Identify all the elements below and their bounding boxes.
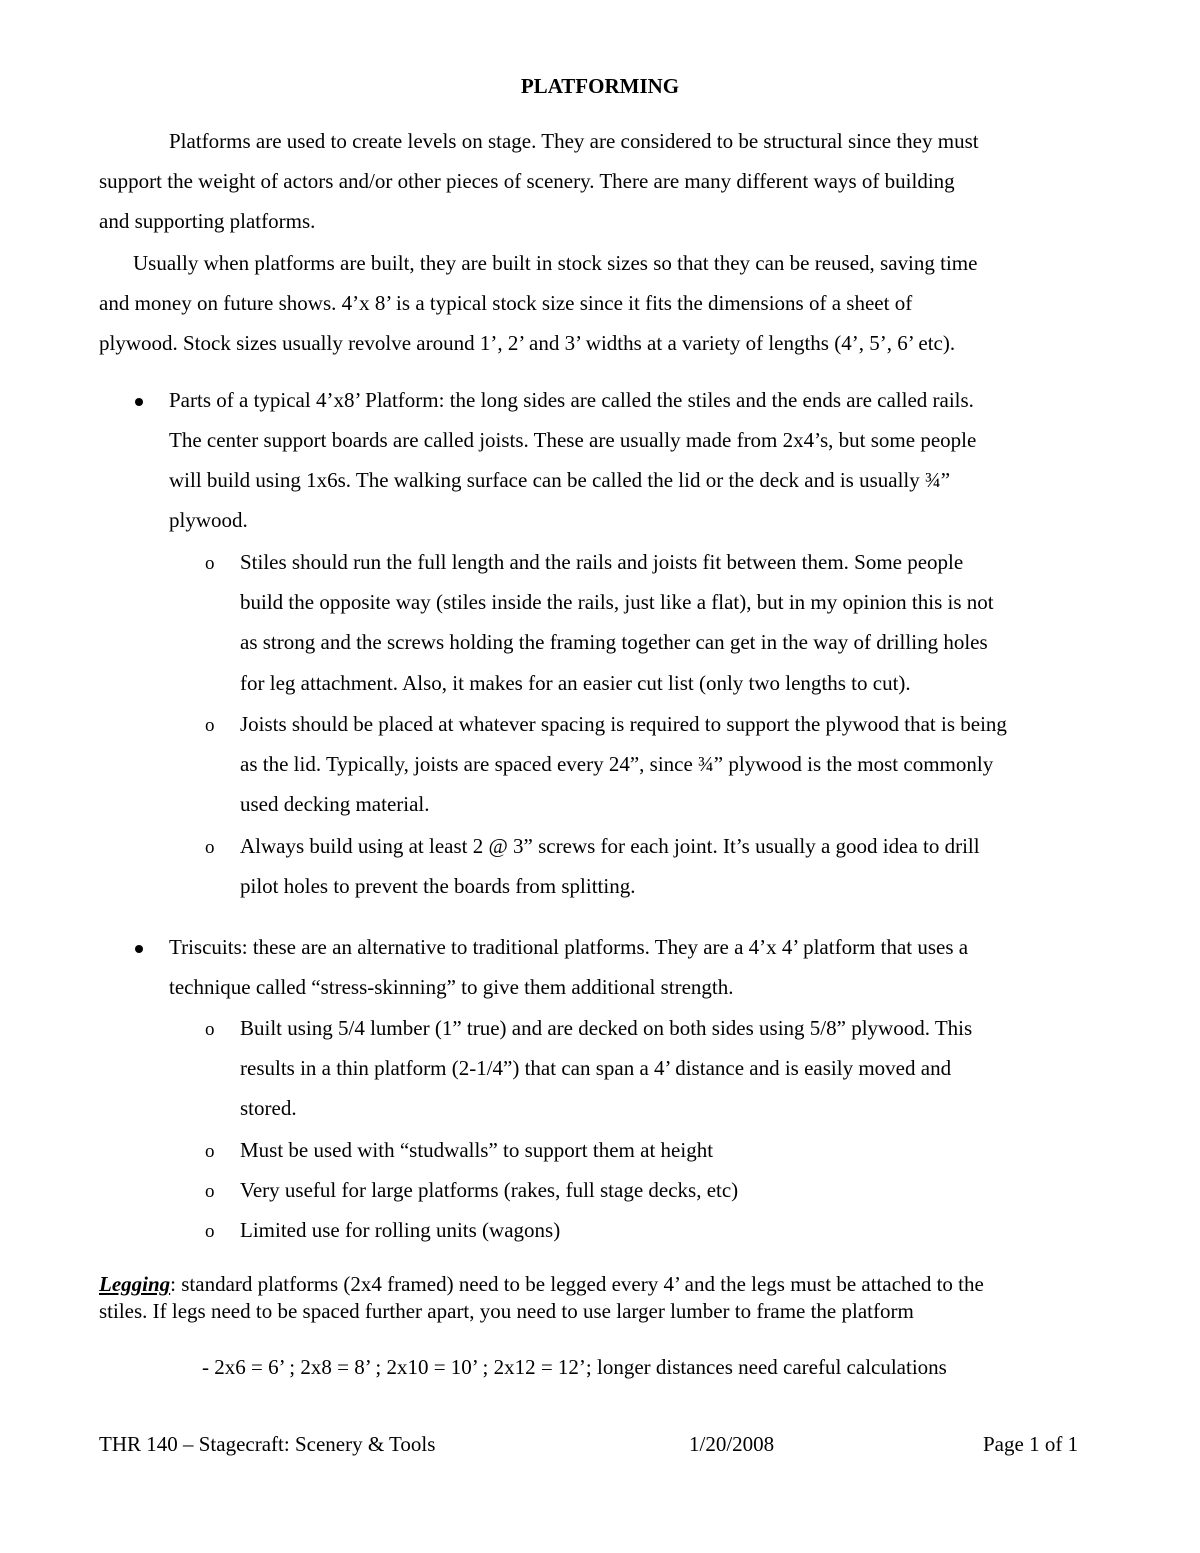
sub-bullet-line: Stiles should run the full length and the rails and joists fit between them. Some people — [240, 550, 964, 574]
intro-p1-line: Platforms are used to create levels on stage. They are considered to be structural since they must — [169, 129, 979, 153]
sub-bullet-line: pilot holes to prevent the boards from splitting. — [240, 874, 636, 898]
sub-bullet-line: Built using 5/4 lumber (1” true) and are decked on both sides using 5/8” plywood. This — [240, 1016, 973, 1040]
bullet-line: will build using 1x6s. The walking surface can be called the lid or the deck and is usually ¾” — [169, 468, 951, 492]
sub-bullet-line: Joists should be placed at whatever spacing is required to support the plywood that is being — [240, 712, 1007, 736]
sub-bullet-icon: o — [205, 1019, 215, 1040]
intro-p2-line: and money on future shows. 4’x 8’ is a typical stock size since it fits the dimensions of a sheet of — [99, 291, 913, 315]
intro-p1-line: support the weight of actors and/or other pieces of scenery. There are many different ways of building — [99, 169, 955, 193]
bullet-icon — [135, 945, 143, 953]
sub-bullet-icon: o — [205, 1141, 215, 1162]
bullet-line: technique called “stress-skinning” to give them additional strength. — [169, 975, 734, 999]
sub-bullet-line: stored. — [240, 1096, 297, 1120]
sub-bullet-line: Very useful for large platforms (rakes, full stage decks, etc) — [240, 1178, 739, 1202]
bullet-line: The center support boards are called joists. These are usually made from 2x4’s, but some people — [169, 428, 977, 452]
sub-bullet-icon: o — [205, 1221, 215, 1242]
bullet-line: Parts of a typical 4’x8’ Platform: the long sides are called the stiles and the ends are called rails. — [169, 388, 974, 412]
footer-course: THR 140 – Stagecraft: Scenery & Tools — [99, 1432, 436, 1456]
legging-dash-item: - 2x6 = 6’ ; 2x8 = 8’ ; 2x10 = 10’ ; 2x12 = 12’; longer distances need careful calculations — [202, 1355, 947, 1379]
legging-text: : standard platforms (2x4 framed) need to be legged every 4’ and the legs must be attached to the — [170, 1272, 984, 1296]
sub-bullet-line: build the opposite way (stiles inside the rails, just like a flat), but in my opinion this is not — [240, 590, 994, 614]
page-title: PLATFORMING — [520, 74, 680, 98]
footer-page-number: Page 1 of 1 — [983, 1432, 1079, 1456]
intro-p1-line: and supporting platforms. — [99, 209, 316, 233]
bullet-icon — [135, 398, 143, 406]
legging-label: Legging — [99, 1272, 171, 1296]
sub-bullet-icon: o — [205, 715, 215, 736]
sub-bullet-line: Must be used with “studwalls” to support them at height — [240, 1138, 714, 1162]
sub-bullet-line: Limited use for rolling units (wagons) — [240, 1218, 561, 1242]
sub-bullet-line: results in a thin platform (2-1/4”) that can span a 4’ distance and is easily moved and — [240, 1056, 952, 1080]
legging-paragraph — [99, 1274, 984, 1295]
intro-p2-line: Usually when platforms are built, they are built in stock sizes so that they can be reused, saving time — [133, 251, 978, 275]
intro-p2-line: plywood. Stock sizes usually revolve around 1’, 2’ and 3’ widths at a variety of lengths (4’, 5’, 6’ etc). — [99, 331, 956, 355]
sub-bullet-line: used decking material. — [240, 792, 430, 816]
bullet-line: Triscuits: these are an alternative to traditional platforms. They are a 4’x 4’ platform that uses a — [169, 935, 969, 959]
sub-bullet-line: as the lid. Typically, joists are spaced every 24”, since ¾” plywood is the most commonly — [240, 752, 994, 776]
sub-bullet-line: Always build using at least 2 @ 3” screws for each joint. It’s usually a good idea to drill — [240, 834, 980, 858]
bullet-line: plywood. — [169, 508, 248, 532]
legging-line: stiles. If legs need to be spaced further apart, you need to use larger lumber to frame the platform — [99, 1299, 914, 1323]
footer-date: 1/20/2008 — [689, 1432, 775, 1456]
sub-bullet-icon: o — [205, 1181, 215, 1202]
sub-bullet-line: for leg attachment. Also, it makes for an easier cut list (only two lengths to cut). — [240, 671, 911, 695]
sub-bullet-icon: o — [205, 837, 215, 858]
sub-bullet-icon: o — [205, 553, 215, 574]
sub-bullet-line: as strong and the screws holding the framing together can get in the way of drilling holes — [240, 630, 988, 654]
